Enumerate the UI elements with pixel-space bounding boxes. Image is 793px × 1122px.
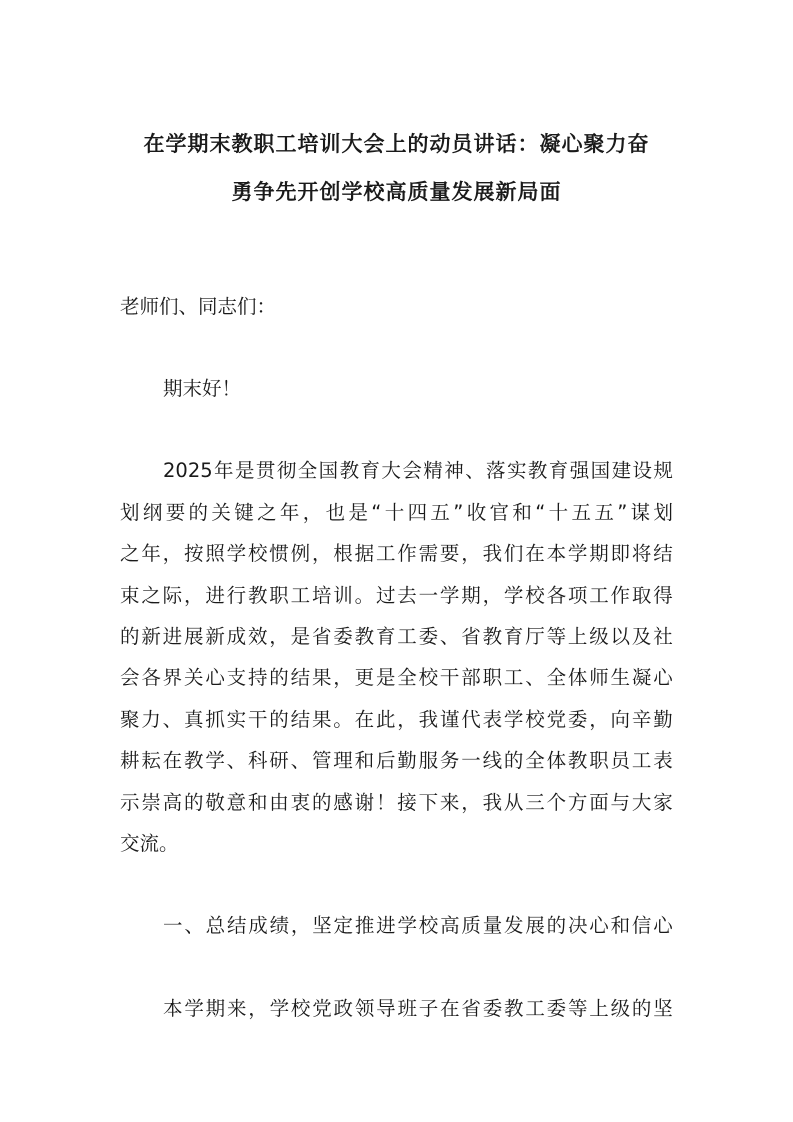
paragraph-1-line: 示 崇 高 的 敬 意 和 由 衷 的 感 谢 ！ 接 下 来 ， 我 从 三 个 方 面 与 大 家 <box>120 791 673 814</box>
paragraph-1-line: 耕 耘 在 教 学 、 科 研 、 管 理 和 后 勤 服 务 一 线 的 全 体 教 职 员 工 表 <box>120 749 673 772</box>
paragraph-1-line: 会 各 界 关 心 支 持 的 结 果 ， 更 是 全 校 干 部 职 工 、 全 体 师 生 凝 心 <box>120 666 673 689</box>
paragraph-1-line: 聚 力 、 真 抓 实 干 的 结 果 。 在 此 ， 我 谨 代 表 学 校 党 委 ， 向 辛 勤 <box>120 708 673 731</box>
paragraph-2-line: 本 学 期 来 ， 学 校 党 政 领 导 班 子 在 省 委 教 工 委 等 上 级 的 坚 <box>163 997 673 1020</box>
paragraph-1-line: 束 之 际 ， 进 行 教 职 工 培 训 。 过 去 一 学 期 ， 学 校 各 项 工 作 取 得 <box>120 584 673 607</box>
paragraph-1-line: 的 新 进 展 新 成 效 ， 是 省 委 教 育 工 委 、 省 教 育 厅 等 上 级 以 及 社 <box>120 625 673 648</box>
paragraph-1-line: 划 纲 要 的 关 键 之 年 ， 也 是 “ 十 四 五 ” 收 官 和 “ 十 五 五 ” 谋 划 <box>120 501 673 524</box>
document-title-line-1: 在学期末教职工培训大会上的动员讲话：凝心聚力奋 <box>143 132 650 156</box>
paragraph-1-line: 之 年 ， 按 照 学 校 惯 例 ， 根 据 工 作 需 要 ， 我 们 在 本 学 期 即 将 结 <box>120 542 673 565</box>
greeting: 期末好！ <box>163 377 242 400</box>
paragraph-1-last-line: 交流。 <box>120 832 179 855</box>
section-1-heading: 一 、 总 结 成 绩 ， 坚 定 推 进 学 校 高 质 量 发 展 的 决 心 和 信 心 <box>163 914 673 937</box>
document-title-line-2: 勇争先开创学校高质量发展新局面 <box>231 180 562 204</box>
salutation: 老师们、同志们： <box>120 295 277 318</box>
paragraph-1-line: 2025 年 是 贯 彻 全 国 教 育 大 会 精 神 、 落 实 教 育 强 国 建 设 规 <box>163 459 673 482</box>
